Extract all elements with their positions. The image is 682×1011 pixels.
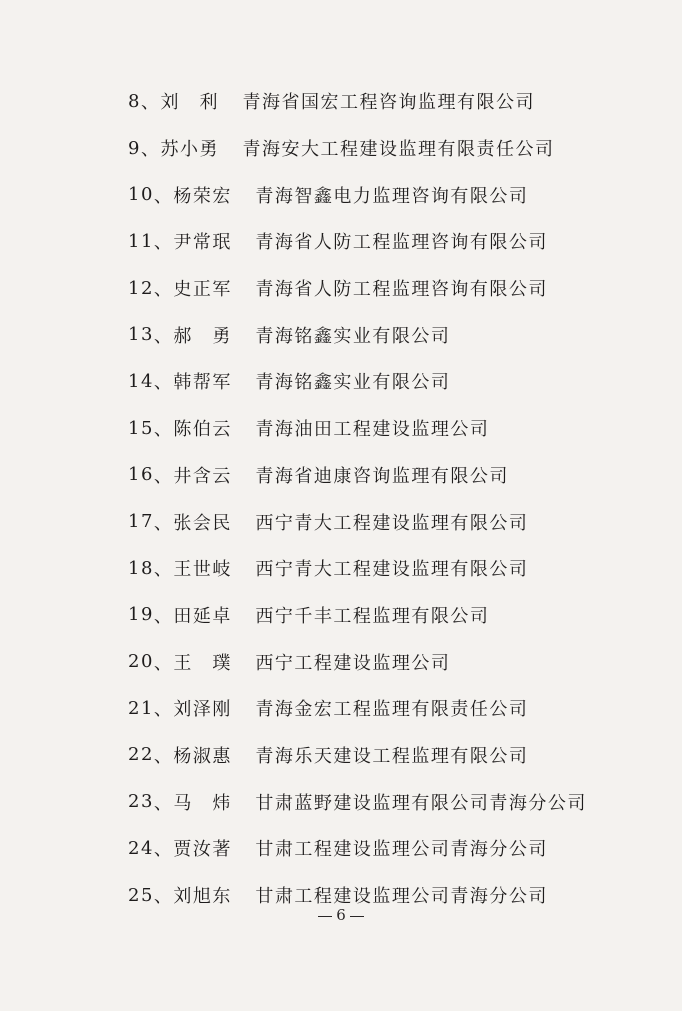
person-name: 陈伯云: [173, 419, 232, 441]
entry-number: 12: [128, 277, 154, 299]
person-name: 王世岐: [173, 559, 232, 581]
footer-dash-right: [350, 916, 364, 917]
organization-name: 青海铭鑫实业有限公司: [255, 325, 451, 347]
entry-number: 23: [128, 791, 154, 813]
entry-number: 9: [128, 137, 141, 159]
entry-number: 19: [128, 604, 154, 626]
entry-separator: 、: [153, 745, 174, 767]
organization-name: 青海铭鑫实业有限公司: [255, 372, 451, 394]
list-item: [128, 498, 587, 545]
person-name: 田延卓: [173, 605, 232, 627]
list-item: [128, 732, 587, 779]
person-name: 马 炜: [173, 792, 232, 814]
person-name: 杨淑惠: [173, 745, 232, 767]
organization-name: 甘肃工程建设监理公司青海分公司: [255, 886, 548, 908]
person-name: 王 璞: [173, 652, 232, 674]
organization-name: 青海省人防工程监理咨询有限公司: [255, 279, 548, 301]
entry-number: 15: [128, 417, 154, 439]
entry-separator: 、: [153, 792, 174, 814]
person-name: 韩帮军: [173, 372, 232, 394]
organization-name: 青海智鑫电力监理咨询有限公司: [255, 185, 529, 207]
page-footer: [0, 906, 682, 924]
entry-number: 11: [128, 230, 154, 252]
person-name: 尹常珉: [173, 232, 232, 254]
list-item: [128, 452, 587, 499]
bleed-through-shadow: [592, 80, 682, 910]
person-name: 郝 勇: [173, 325, 232, 347]
organization-name: 甘肃蓝野建设监理有限公司青海分公司: [255, 792, 587, 814]
person-name: 刘泽刚: [173, 699, 232, 721]
entry-separator: 、: [153, 559, 174, 581]
person-name: 苏小勇: [160, 139, 219, 161]
entry-number: 21: [128, 697, 154, 719]
entry-number: 13: [128, 324, 154, 346]
list-item: [128, 311, 587, 358]
organization-name: 西宁青大工程建设监理有限公司: [255, 512, 529, 534]
entry-separator: 、: [153, 699, 174, 721]
organization-name: 青海乐天建设工程监理有限公司: [255, 745, 529, 767]
entry-separator: 、: [153, 419, 174, 441]
entry-number: 8: [128, 90, 141, 112]
entry-number: 10: [128, 184, 154, 206]
entry-number: 20: [128, 651, 154, 673]
list-item: [128, 592, 587, 639]
entry-number: 22: [128, 744, 154, 766]
organization-name: 青海省迪康咨询监理有限公司: [255, 465, 509, 487]
list-item: [128, 218, 587, 265]
list-item: [128, 685, 587, 732]
personnel-list: [128, 78, 587, 918]
entry-separator: 、: [140, 92, 161, 114]
list-item: [128, 638, 587, 685]
entry-separator: 、: [140, 139, 161, 161]
entry-separator: 、: [153, 279, 174, 301]
person-name: 杨荣宏: [173, 185, 232, 207]
entry-separator: 、: [153, 605, 174, 627]
entry-separator: 、: [153, 839, 174, 861]
entry-number: 24: [128, 837, 154, 859]
person-name: 贾汝著: [173, 839, 232, 861]
person-name: 刘旭东: [173, 886, 232, 908]
list-item: [128, 78, 587, 125]
organization-name: 青海省人防工程监理咨询有限公司: [255, 232, 548, 254]
list-item: [128, 825, 587, 872]
footer-dash-left: [318, 916, 332, 917]
list-item: [128, 171, 587, 218]
person-name: 刘 利: [160, 92, 219, 114]
organization-name: 甘肃工程建设监理公司青海分公司: [255, 839, 548, 861]
organization-name: 青海油田工程建设监理公司: [255, 419, 490, 441]
person-name: 张会民: [173, 512, 232, 534]
entry-separator: 、: [153, 652, 174, 674]
entry-number: 14: [128, 370, 154, 392]
list-item: [128, 265, 587, 312]
list-item: [128, 358, 587, 405]
organization-name: 青海金宏工程监理有限责任公司: [255, 699, 529, 721]
entry-number: 18: [128, 557, 154, 579]
person-name: 井含云: [173, 465, 232, 487]
organization-name: 青海省国宏工程咨询监理有限公司: [242, 92, 535, 114]
list-item: [128, 405, 587, 452]
organization-name: 西宁青大工程建设监理有限公司: [255, 559, 529, 581]
organization-name: 青海安大工程建设监理有限责任公司: [242, 139, 555, 161]
list-item: [128, 125, 587, 172]
organization-name: 西宁工程建设监理公司: [255, 652, 451, 674]
person-name: 史正军: [173, 279, 232, 301]
entry-number: 17: [128, 511, 154, 533]
entry-number: 25: [128, 884, 154, 906]
entry-separator: 、: [153, 886, 174, 908]
list-item: [128, 545, 587, 592]
list-item: [128, 778, 587, 825]
entry-separator: 、: [153, 372, 174, 394]
entry-separator: 、: [153, 465, 174, 487]
entry-separator: 、: [153, 325, 174, 347]
entry-separator: 、: [153, 512, 174, 534]
entry-separator: 、: [153, 185, 174, 207]
page-number: 6: [336, 906, 346, 924]
entry-separator: 、: [153, 232, 174, 254]
entry-number: 16: [128, 464, 154, 486]
organization-name: 西宁千丰工程监理有限公司: [255, 605, 490, 627]
